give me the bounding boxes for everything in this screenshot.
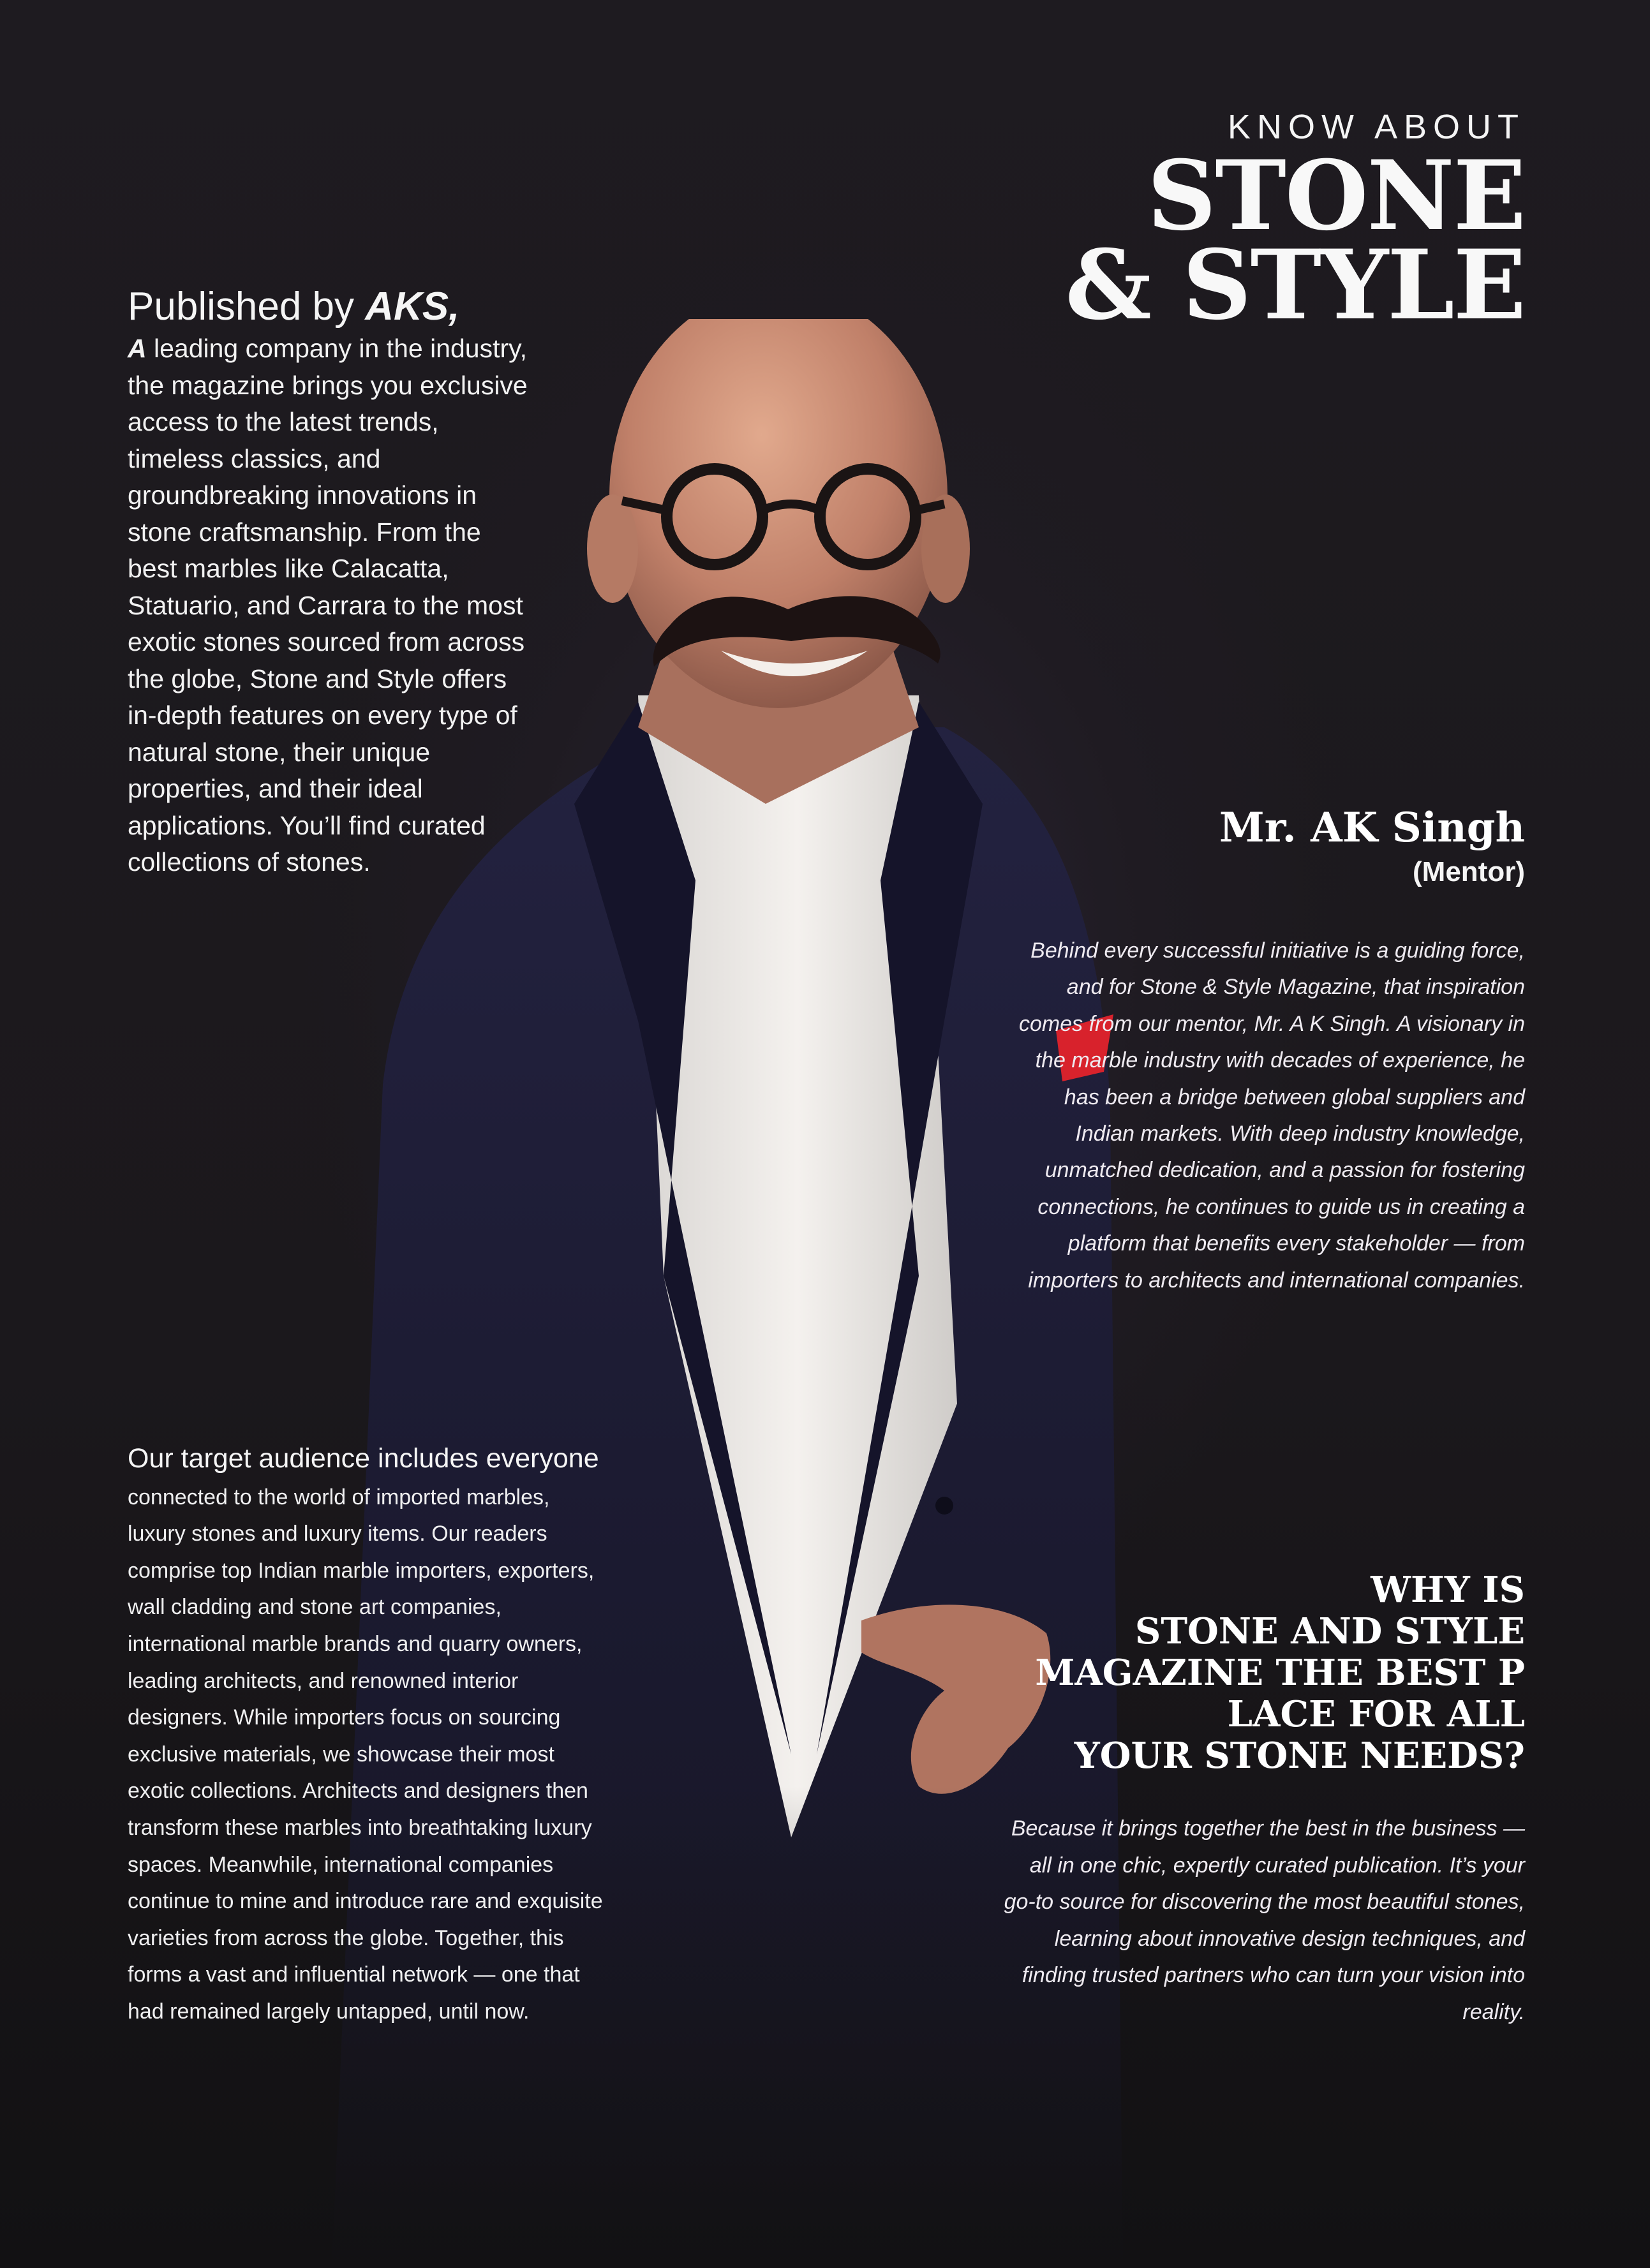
header-kicker: KNOW ABOUT bbox=[1227, 108, 1525, 146]
intro-section bbox=[128, 284, 536, 881]
mentor-name: Mr. AK Singh bbox=[1219, 804, 1525, 852]
audience-body: connected to the world of imported marbles, luxury stones and luxury items. Our readers comprise top Indian marble importers, exporters, wall cladding and stone art companies, international marble brands and quarry owners, leading architects, and renowned interior designers. While importers focus on sourcing exclusive materials, we showcase their most exotic collections. Architects and designers then transform these marbles into breathtaking luxury spaces. Meanwhile, international companies continue to mine and introduce rare and exquisite varieties from across the globe. Together, this forms a vast and influential network — one that had remained largely untapped, until now. bbox=[128, 1485, 603, 2024]
audience-heading: Our target audience includes everyone bbox=[128, 1443, 599, 1474]
why-heading-line-2: STONE AND STYLE bbox=[1134, 1610, 1525, 1652]
glasses-arm-right-shape bbox=[916, 504, 944, 510]
why-answer: Because it brings together the best in the business — all in one chic, expertly curated publication. It’s your go-to source for discovering the most beautiful stones, learning about innovative design techniques, and finding trusted partners who can turn your vision into reality. bbox=[1004, 1816, 1525, 2024]
audience-section bbox=[128, 1441, 613, 2031]
intro-brand: AKS, bbox=[365, 285, 460, 329]
intro-body-lead: A bbox=[128, 334, 147, 364]
why-heading bbox=[951, 1569, 1525, 1777]
jacket-button-shape bbox=[935, 1497, 953, 1515]
why-heading-line-5: YOUR STONE NEEDS? bbox=[1074, 1735, 1525, 1777]
why-heading-line-3: MAGAZINE THE BEST P bbox=[1035, 1652, 1525, 1694]
why-heading-line-4: LACE FOR ALL bbox=[1227, 1693, 1525, 1735]
why-heading-line-1: WHY IS bbox=[1371, 1569, 1525, 1611]
magazine-title-line-1: STONE bbox=[1147, 140, 1525, 252]
intro-heading bbox=[128, 284, 536, 329]
intro-body bbox=[128, 330, 536, 881]
intro-body-text: leading company in the industry, the magazine brings you exclusive access to the latest trends, timeless classics, and groundbreaking innovations in stone craftsmanship. From the best marbles like Calacatta, Statuario, and Carrara to the most exotic stones sourced from across the globe, Stone and Style offers in-depth features on every type of natural stone, their unique properties, and their ideal applications. You’ll find curated collections of stones. bbox=[128, 334, 528, 877]
mentor-bio: Behind every successful initiative is a guiding force, and for Stone & Style Magazine, that inspiration comes from our mentor, Mr. A K Singh. A visionary in the marble industry with decades of experience, he has been a bridge between global suppliers and Indian markets. With deep industry knowledge, unmatched dedication, and a passion for fostering connections, he continues to guide us in creating a platform that benefits every stakeholder — from importers to architects and international companies. bbox=[1019, 938, 1525, 1293]
left-ear-shape bbox=[587, 494, 638, 603]
magazine-title-line-2: & STYLE bbox=[1065, 229, 1525, 341]
mentor-role: (Mentor) bbox=[1413, 856, 1525, 887]
intro-heading-prefix: Published by bbox=[128, 285, 366, 329]
